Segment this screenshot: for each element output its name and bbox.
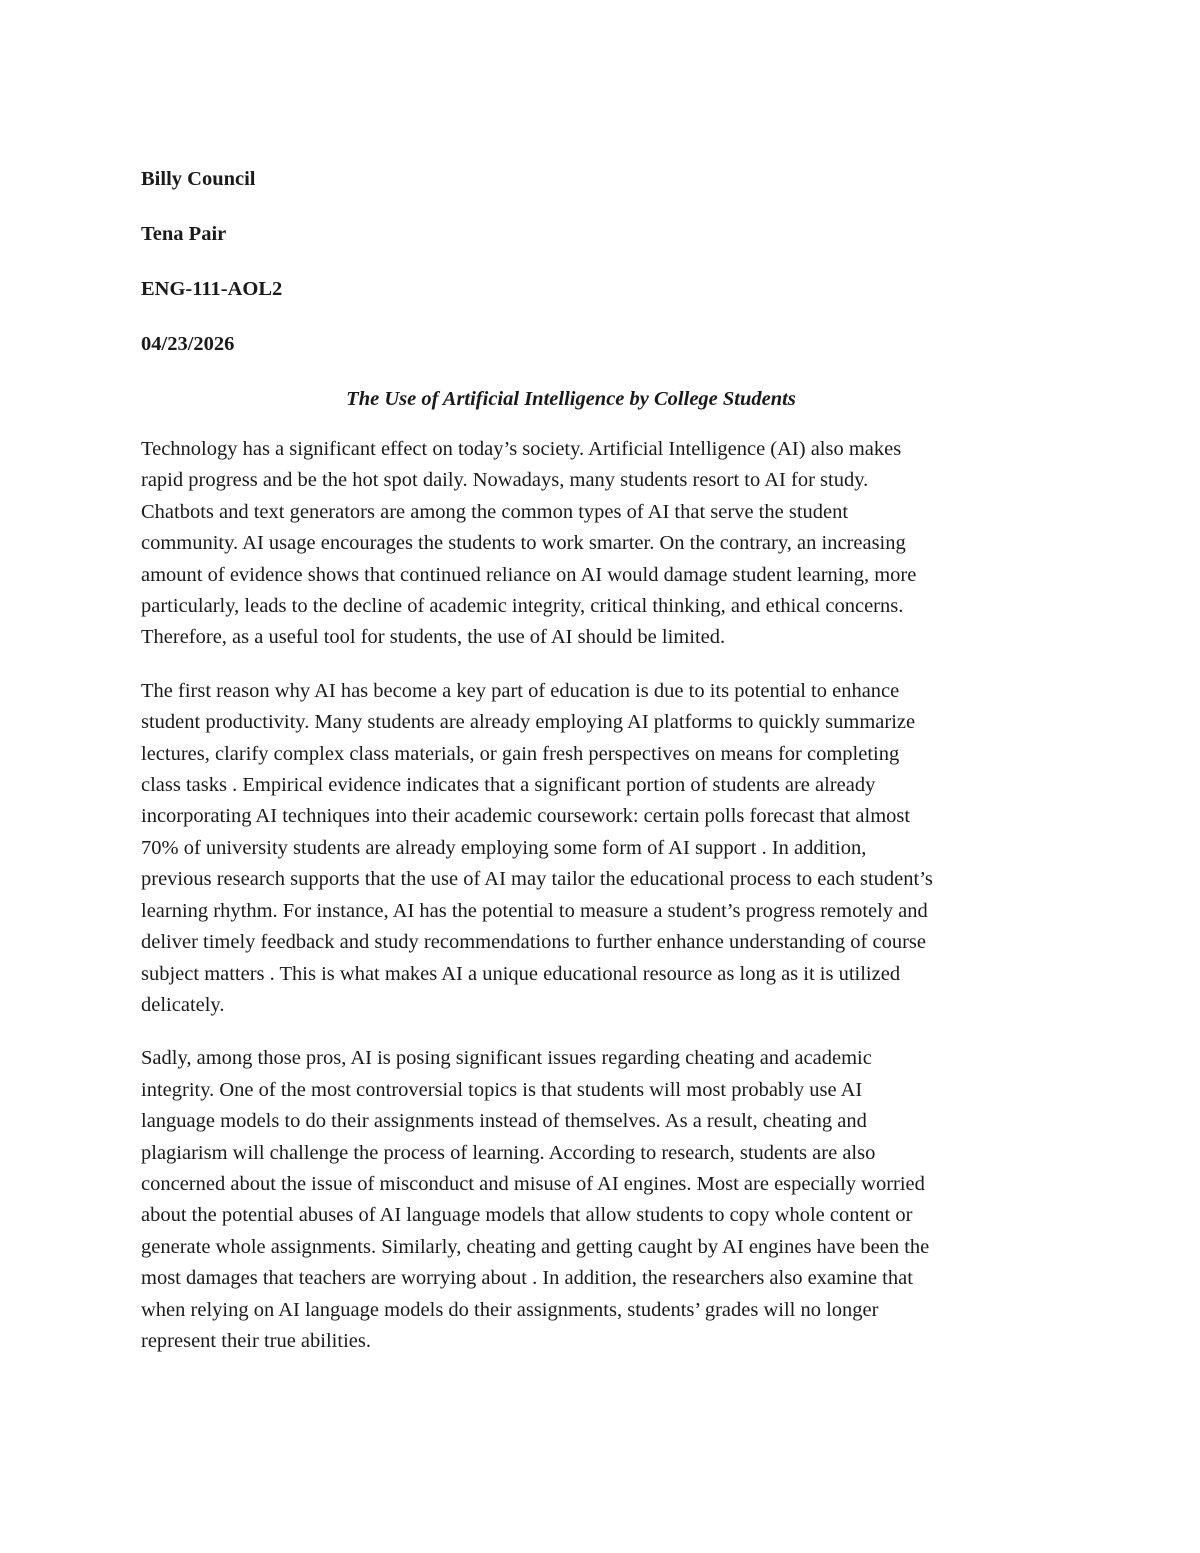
paragraph-line: community. AI usage encourages the students to work smarter. On the contrary, an increasing: [141, 532, 906, 555]
paragraph-line: student productivity. Many students are already employing AI platforms to quickly summarize: [141, 711, 916, 734]
paragraph-line: language models to do their assignments instead of themselves. As a result, cheating and: [141, 1110, 867, 1133]
paragraph-3: [141, 1043, 1061, 1357]
paragraph-line: learning rhythm. For instance, AI has the potential to measure a student’s progress remotely and: [141, 899, 928, 922]
paragraph-line: most damages that teachers are worrying about . In addition, the researchers also examine that: [141, 1267, 913, 1290]
paragraph-1: [141, 434, 1061, 654]
paragraph-line: class tasks . Empirical evidence indicates that a significant portion of students are already: [141, 774, 876, 797]
instructor-name: Tena Pair: [141, 223, 227, 245]
paragraph-line: delicately.: [141, 993, 225, 1016]
paragraph-line: integrity. One of the most controversial topics is that students will most probably use AI: [141, 1078, 863, 1101]
paragraph-line: concerned about the issue of misconduct and misuse of AI engines. Most are especially worried: [141, 1172, 925, 1195]
paragraph-line: when relying on AI language models do their assignments, students’ grades will no longer: [141, 1298, 879, 1321]
paragraph-line: lectures, clarify complex class materials, or gain fresh perspectives on means for completing: [141, 742, 900, 765]
paragraph-line: particularly, leads to the decline of academic integrity, critical thinking, and ethical concerns.: [141, 595, 904, 618]
submission-date: 04/23/2026: [141, 333, 235, 355]
paragraph-line: rapid progress and be the hot spot daily. Nowadays, many students resort to AI for study.: [141, 469, 869, 492]
paragraph-line: subject matters . This is what makes AI a unique educational resource as long as it is utilized: [141, 962, 901, 985]
document-body: [141, 163, 1061, 1379]
paragraph-line: 70% of university students are already employing some form of AI support . In addition,: [141, 836, 867, 859]
paragraph-line: plagiarism will challenge the process of learning. According to research, students are also: [141, 1141, 876, 1164]
paragraph-line: represent their true abilities.: [141, 1329, 371, 1352]
paragraph-2: [141, 676, 1061, 1021]
paragraph-line: amount of evidence shows that continued reliance on AI would damage student learning, more: [141, 563, 917, 586]
paragraph-line: Sadly, among those pros, AI is posing significant issues regarding cheating and academic: [141, 1047, 872, 1070]
course-code: ENG-111-AOL2: [141, 278, 283, 300]
author-name: Billy Council: [141, 168, 256, 190]
paragraph-line: generate whole assignments. Similarly, cheating and getting caught by AI engines have been the: [141, 1235, 930, 1258]
paragraph-line: Chatbots and text generators are among the common types of AI that serve the student: [141, 500, 849, 523]
paragraph-line: previous research supports that the use of AI may tailor the educational process to each student’s: [141, 868, 933, 891]
paragraph-line: deliver timely feedback and study recommendations to further enhance understanding of course: [141, 931, 926, 954]
paragraph-line: Technology has a significant effect on today’s society. Artificial Intelligence (AI) also makes: [141, 438, 902, 460]
paragraph-line: The first reason why AI has become a key part of education is due to its potential to enhance: [141, 679, 900, 702]
essay-title: The Use of Artificial Intelligence by College Students: [346, 388, 796, 410]
paragraph-line: Therefore, as a useful tool for students, the use of AI should be limited.: [141, 626, 726, 649]
paragraph-line: about the potential abuses of AI language models that allow students to copy whole content or: [141, 1204, 913, 1227]
paragraph-line: incorporating AI techniques into their academic coursework: certain polls forecast that almost: [141, 805, 911, 828]
